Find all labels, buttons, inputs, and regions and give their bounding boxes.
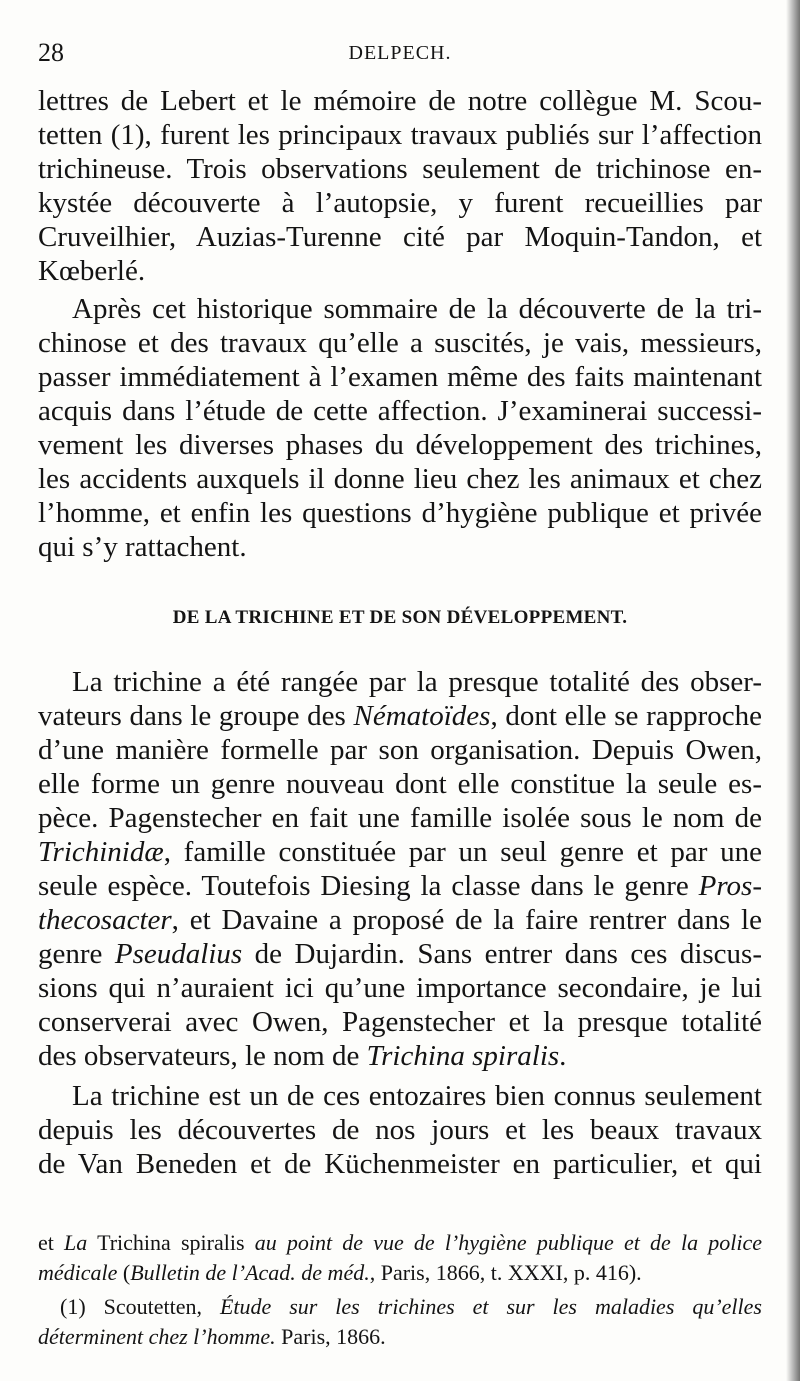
text-line: qui s’y rattachent.	[38, 531, 247, 563]
italic-term: La	[64, 1230, 88, 1255]
text-run: des observateurs, le nom de	[38, 1040, 367, 1072]
text-run: genre	[38, 938, 115, 970]
italic-term: Étude sur les trichines et sur les maladies qu’elles	[219, 1294, 762, 1319]
text-run: vateurs dans le groupe des	[38, 700, 354, 732]
page-edge-shadow	[786, 0, 800, 1381]
italic-term: médicale	[38, 1260, 118, 1285]
text-line: kystée découverte à l’autopsie, y furent recueillies par	[38, 187, 762, 219]
text-line: lettres de Lebert et le mémoire de notre collègue M. Scou-	[38, 85, 762, 117]
text-line	[38, 903, 762, 937]
page-header	[38, 38, 762, 74]
text-run: , dont elle se rapproche	[490, 700, 762, 732]
footnote-line	[38, 1323, 762, 1351]
running-head: DELPECH.	[348, 42, 452, 64]
italic-term: déterminent chez l’homme.	[38, 1324, 276, 1349]
text-line: trichineuse. Trois observations seulement de trichinose en-	[38, 153, 762, 185]
text-run: (	[117, 1260, 131, 1285]
footnote-line	[38, 1229, 762, 1257]
italic-term: Pseudalius	[114, 938, 243, 970]
italic-term: au point de vue de l’hygiène publique et de la police	[254, 1230, 762, 1255]
text-line: de Van Beneden et de Küchenmeister en particulier, et qui	[38, 1148, 762, 1180]
text-line: passer immédiatement à l’examen même des faits maintenant	[38, 361, 762, 393]
text-run: .	[559, 1040, 567, 1072]
text-run: seule espèce. Toutefois Diesing la classe dans le genre	[38, 870, 699, 902]
text-line	[38, 1039, 762, 1073]
italic-term: Nématoïdes	[353, 700, 491, 732]
text-line: chinose et des travaux qu’elle a suscités, je vais, messieurs,	[38, 327, 762, 359]
italic-term: Trichina spiralis	[366, 1040, 560, 1072]
text-line: vement les diverses phases du développement des trichines,	[38, 429, 762, 461]
text-run: , famille constituée par un seul genre et par une	[163, 836, 762, 868]
text-line: d’une manière formelle par son organisation. Depuis Owen,	[38, 734, 762, 766]
text-line	[38, 835, 762, 869]
text-run: Paris, 1866.	[275, 1324, 386, 1349]
text-line	[38, 937, 762, 971]
text-run: (1) Scoutetten,	[60, 1294, 220, 1319]
text-line: les accidents auxquels il donne lieu chez les animaux et chez	[38, 463, 762, 495]
text-line: elle forme un genre nouveau dont elle constitue la seule es-	[38, 768, 762, 800]
text-line: sions qui n’auraient ici qu’une importance secondaire, je lui	[38, 972, 762, 1004]
italic-term: Bulletin de l’Acad. de méd.	[130, 1260, 370, 1285]
text-line: acquis dans l’étude de cette affection. J’examinerai successi-	[38, 395, 762, 427]
text-line: Cruveilhier, Auzias-Turenne cité par Moquin-Tandon, et	[38, 221, 762, 253]
text-run: Trichina spiralis	[87, 1230, 255, 1255]
text-run: , et Davaine a proposé de la faire rentrer dans le	[171, 904, 762, 936]
text-line: Après cet historique sommaire de la découverte de la tri-	[72, 293, 762, 325]
text-line	[38, 699, 762, 733]
section-heading: DE LA TRICHINE ET DE SON DÉVELOPPEMENT.	[172, 607, 628, 628]
text-run: , Paris, 1866, t. XXXI, p. 416).	[369, 1260, 642, 1285]
text-line	[38, 869, 762, 903]
italic-term: Pros-	[698, 870, 762, 902]
text-line: tetten (1), furent les principaux travaux publiés sur l’affection	[38, 119, 762, 151]
footnote-line	[38, 1259, 762, 1287]
italic-term: thecosacter	[38, 904, 172, 936]
footnote-line	[38, 1293, 762, 1321]
text-run: de Dujardin. Sans entrer dans ces discus-	[242, 938, 762, 970]
text-line: La trichine a été rangée par la presque totalité des obser-	[72, 666, 762, 698]
text-line: Kœberlé.	[38, 255, 146, 287]
italic-term: Trichinidæ	[38, 836, 164, 868]
text-run: et	[38, 1230, 65, 1255]
text-line: pèce. Pagenstecher en fait une famille isolée sous le nom de	[38, 802, 762, 834]
text-line: conserverai avec Owen, Pagenstecher et la presque totalité	[38, 1006, 762, 1038]
text-line: La trichine est un de ces entozaires bien connus seulement	[72, 1080, 762, 1112]
text-line: l’homme, et enfin les questions d’hygiène publique et privée	[38, 497, 762, 529]
text-line: depuis les découvertes de nos jours et les beaux travaux	[38, 1114, 762, 1146]
page-number: 28	[38, 38, 64, 67]
